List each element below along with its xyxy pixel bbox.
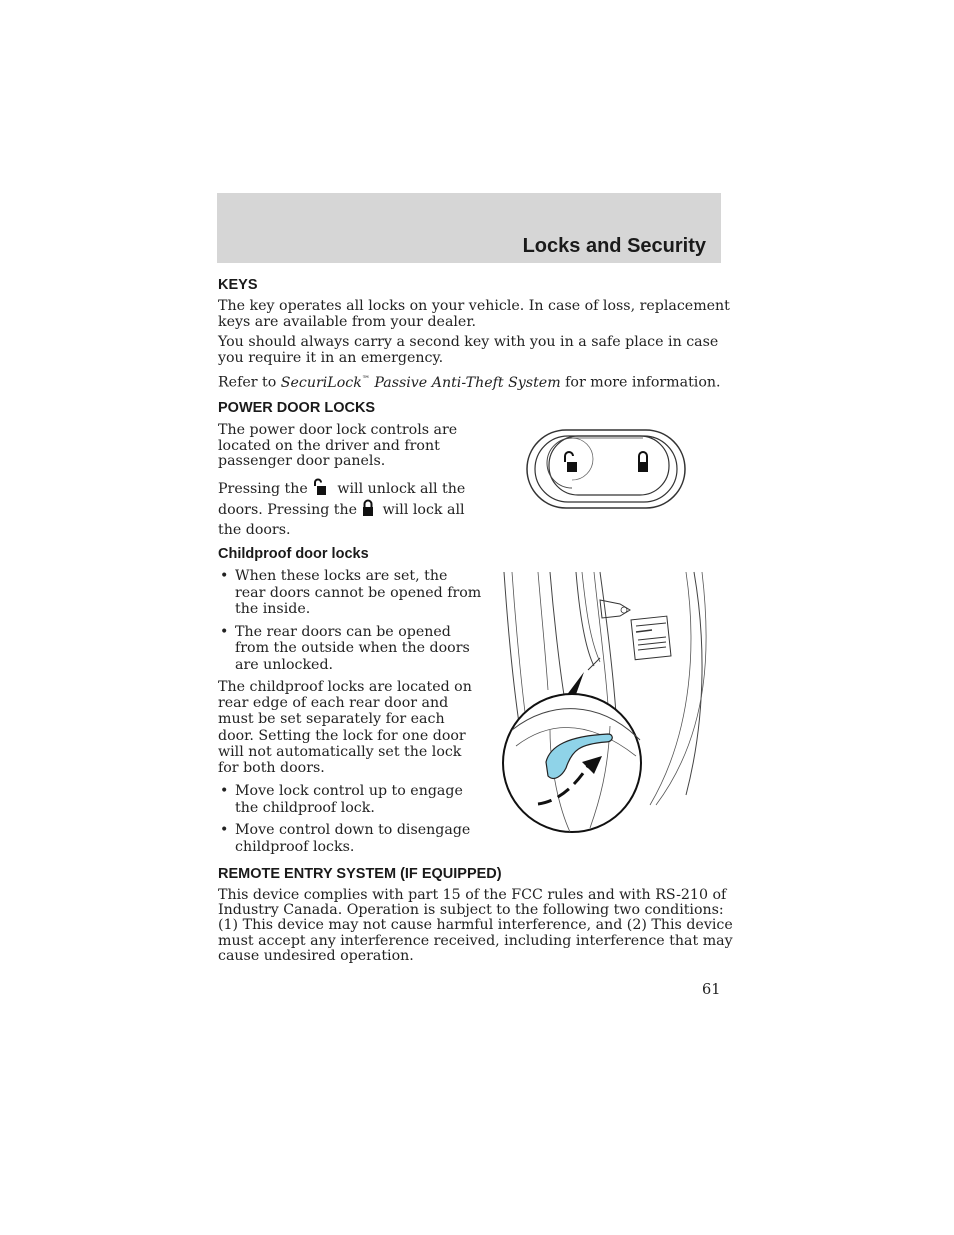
text-line: must accept any interference received, including interference that may xyxy=(218,932,733,949)
keys-heading: KEYS xyxy=(218,277,258,293)
text-fragment: will unlock all the xyxy=(337,481,466,497)
text-line: the inside. xyxy=(235,601,311,617)
text-line: childproof locks. xyxy=(235,838,355,855)
text-line: rear doors cannot be opened from xyxy=(235,584,482,601)
text-fragment: for more information. xyxy=(560,374,721,391)
system-name: Passive Anti-Theft System xyxy=(369,374,561,391)
list-item xyxy=(218,783,470,816)
text-line: door. Setting the lock for one door xyxy=(218,727,466,744)
text-line: passenger door panels. xyxy=(218,453,386,469)
childproof-paragraph xyxy=(218,679,472,776)
list-item xyxy=(218,568,481,618)
power-lock-switch-illustration xyxy=(525,428,687,510)
remote-entry-heading: REMOTE ENTRY SYSTEM (IF EQUIPPED) xyxy=(218,866,502,882)
text-line: This device complies with part 15 of the FCC rules and with RS-210 of xyxy=(218,887,727,903)
text-line: cause undesired operation. xyxy=(218,947,414,964)
text-line: The power door lock controls are xyxy=(218,422,458,438)
childproof-lock-illustration xyxy=(490,570,715,835)
text-line: you require it in an emergency. xyxy=(218,349,444,366)
warning-label xyxy=(631,616,671,660)
list-item xyxy=(218,624,481,674)
text-line: When these locks are set, the xyxy=(235,568,448,584)
remote-entry-paragraph xyxy=(218,888,733,964)
text-line: The key operates all locks on your vehicle. In case of loss, replacement xyxy=(218,298,730,314)
text-fragment: Pressing the xyxy=(218,481,308,497)
text-line: from the outside when the doors xyxy=(235,640,470,656)
text-line: will not automatically set the lock xyxy=(218,743,462,760)
securilock-name: SecuriLock xyxy=(280,374,362,391)
power-locks-paragraph-2 xyxy=(218,478,465,540)
list-item xyxy=(218,822,470,855)
text-fragment: the doors. xyxy=(218,522,291,538)
text-line: located on the driver and front xyxy=(218,437,440,454)
section-header xyxy=(217,193,721,263)
text-line: (1) This device may not cause harmful interference, and (2) This device xyxy=(218,917,733,934)
text-line: Move lock control up to engage xyxy=(235,783,463,799)
text-fragment: doors. Pressing the xyxy=(218,502,358,518)
keys-paragraph-3 xyxy=(218,371,721,391)
page-number: 61 xyxy=(702,982,721,998)
text-line: The rear doors can be opened xyxy=(235,623,451,640)
text-line: Industry Canada. Operation is subject to the following two conditions: xyxy=(218,902,724,919)
text-fragment: Refer to xyxy=(218,374,281,391)
switch-lock-icon xyxy=(638,452,648,472)
text-line: must be set separately for each xyxy=(218,711,445,728)
text-line: Move control down to disengage xyxy=(235,822,471,838)
text-line: for both doors. xyxy=(218,760,325,777)
power-door-locks-heading: POWER DOOR LOCKS xyxy=(218,400,376,416)
childproof-bullets-1 xyxy=(218,568,481,679)
lock-icon xyxy=(362,499,374,517)
text-fragment: will lock all xyxy=(382,502,465,518)
power-locks-paragraph-1 xyxy=(218,423,457,470)
text-line: rear edge of each rear door and xyxy=(218,695,449,712)
text-line: The childproof locks are located on xyxy=(218,679,472,695)
trademark-mark: ™ xyxy=(361,374,370,383)
switch-unlock-icon xyxy=(565,452,577,472)
unlock-icon xyxy=(312,478,328,496)
text-line: keys are available from your dealer. xyxy=(218,313,477,330)
text-line: the childproof lock. xyxy=(235,799,375,816)
childproof-heading: Childproof door locks xyxy=(218,546,369,562)
keys-paragraph-2 xyxy=(218,335,718,366)
keys-paragraph-1 xyxy=(218,299,730,330)
text-line: You should always carry a second key with you in a safe place in case xyxy=(218,334,719,350)
section-title: Locks and Security xyxy=(522,235,706,257)
text-line: are unlocked. xyxy=(235,656,334,673)
childproof-bullets-2 xyxy=(218,783,470,861)
